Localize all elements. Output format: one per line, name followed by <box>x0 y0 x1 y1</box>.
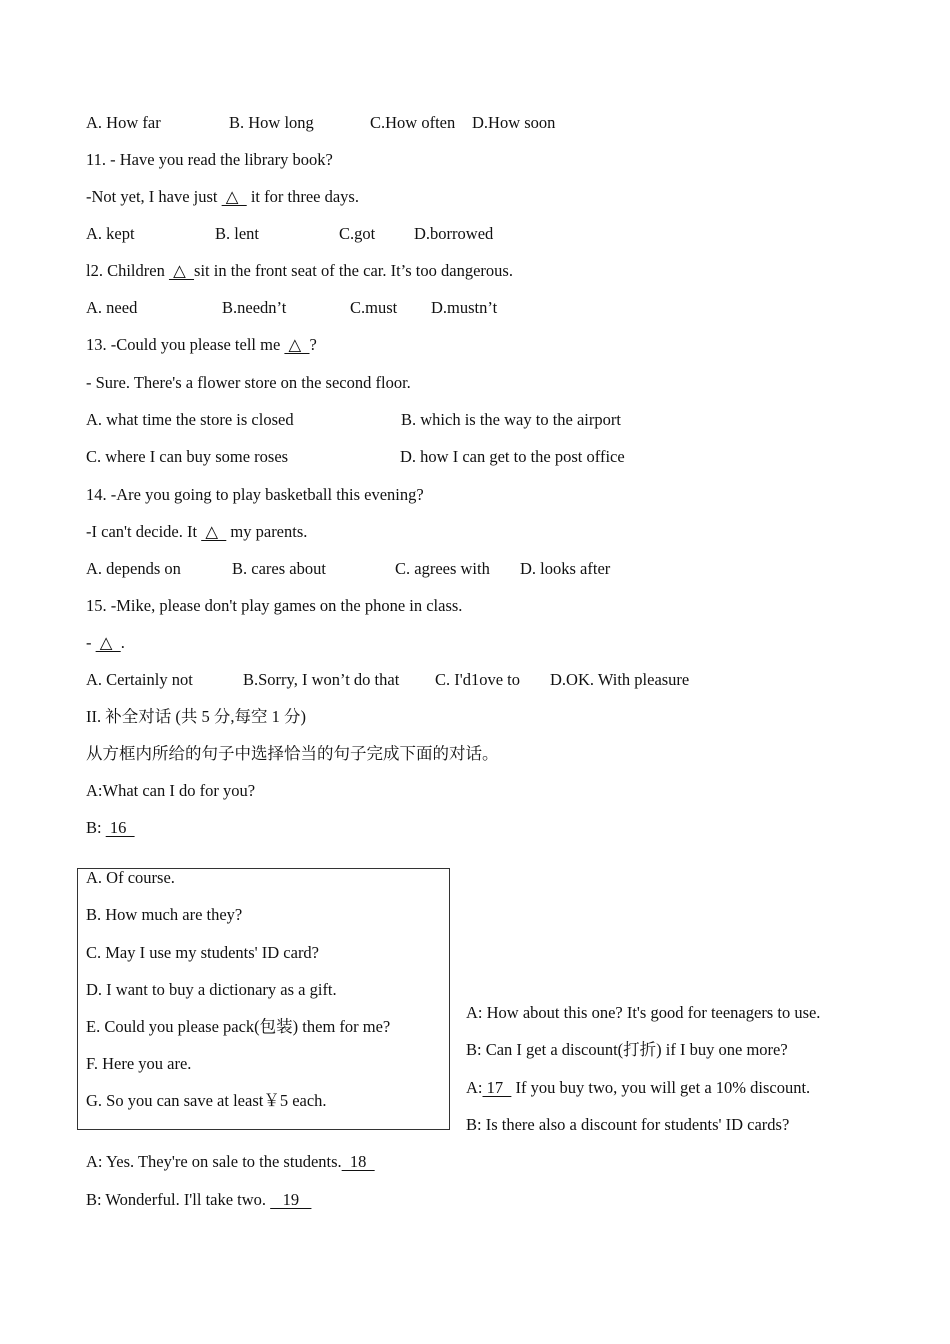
dialogue-line-8 <box>86 1190 311 1210</box>
q14-option-a: A. depends on <box>86 559 181 578</box>
q13-blank: △ <box>284 335 310 354</box>
q14-blank: △ <box>201 522 227 541</box>
dialogue-line-2 <box>86 818 135 838</box>
q15-option-b: B.Sorry, I won’t do that <box>243 670 400 689</box>
dialogue-line-2-prefix: B: <box>86 818 106 837</box>
dialogue-line-5 <box>466 1078 810 1098</box>
box-option-f: F. Here you are. <box>86 1054 192 1073</box>
q13-option-b: B. which is the way to the airport <box>401 410 621 429</box>
q11-reply <box>86 187 359 207</box>
q11-option-a: A. kept <box>86 224 135 243</box>
q11-option-d: D.borrowed <box>414 224 494 243</box>
q13-stem-after: ? <box>309 335 317 354</box>
q14-reply <box>86 522 307 542</box>
q11-option-b: B. lent <box>215 224 259 243</box>
q11-stem: 11. - Have you read the library book? <box>86 150 333 169</box>
q14-reply-after: my parents. <box>226 522 308 541</box>
q10-option-b: B. How long <box>229 113 314 132</box>
q15-reply-before: - <box>86 633 96 652</box>
q14-option-b: B. cares about <box>232 559 326 578</box>
dialogue-line-7 <box>86 1152 375 1172</box>
section-heading: II. 补全对话 (共 5 分,每空 1 分) <box>86 707 306 726</box>
q10-option-d: D.How soon <box>472 113 556 132</box>
q12-option-a: A. need <box>86 298 138 317</box>
q12-option-c: C.must <box>350 298 398 317</box>
dialogue-line-1: A:What can I do for you? <box>86 781 256 800</box>
q12-stem-after: sit in the front seat of the car. It’s too dangerous. <box>194 261 513 280</box>
box-option-d: D. I want to buy a dictionary as a gift. <box>86 980 337 999</box>
q11-option-c: C.got <box>339 224 376 243</box>
q10-option-c: C.How often <box>370 113 456 132</box>
q11-blank: △ <box>221 187 247 206</box>
q13-option-d: D. how I can get to the post office <box>400 447 625 466</box>
dialogue-line-6: B: Is there also a discount for students' ID cards? <box>466 1115 790 1134</box>
box-option-b: B. How much are they? <box>86 905 243 924</box>
q15-blank: △ <box>95 633 121 652</box>
dialogue-line-5-prefix: A: <box>466 1078 483 1097</box>
q15-option-c: C. I'd1ove to <box>435 670 521 689</box>
q15-reply <box>86 633 125 653</box>
q15-option-d: D.OK. With pleasure <box>550 670 690 689</box>
q11-reply-before: -Not yet, I have just <box>86 187 222 206</box>
q13-option-a: A. what time the store is closed <box>86 410 294 429</box>
q15-stem: 15. -Mike, please don't play games on the phone in class. <box>86 596 463 615</box>
dialogue-line-8-prefix: B: Wonderful. I'll take two. <box>86 1190 271 1209</box>
q10-option-a: A. How far <box>86 113 161 132</box>
blank-16: 16 <box>105 818 135 837</box>
box-option-e: E. Could you please pack(包装) them for me? <box>86 1017 391 1036</box>
q14-stem: 14. -Are you going to play basketball this evening? <box>86 485 424 504</box>
q13-option-c: C. where I can buy some roses <box>86 447 289 466</box>
box-option-g: G. So you can save at least￥5 each. <box>86 1091 327 1110</box>
q14-option-d: D. looks after <box>520 559 611 578</box>
dialogue-line-5-after: If you buy two, you will get a 10% discount. <box>511 1078 811 1097</box>
box-option-a: A. Of course. <box>86 868 175 887</box>
dialogue-line-3: A: How about this one? It's good for teenagers to use. <box>466 1003 821 1022</box>
q13-reply: - Sure. There's a flower store on the second floor. <box>86 373 411 392</box>
q12-stem <box>86 261 513 281</box>
q11-reply-after: it for three days. <box>246 187 359 206</box>
dialogue-line-4: B: Can I get a discount(打折) if I buy one more? <box>466 1040 788 1059</box>
q12-option-b: B.needn’t <box>222 298 287 317</box>
q12-option-d: D.mustn’t <box>431 298 498 317</box>
q13-stem <box>86 335 317 355</box>
section-instruction: 从方框内所给的句子中选择恰当的句子完成下面的对话。 <box>86 744 499 763</box>
q14-reply-before: -I can't decide. It <box>86 522 202 541</box>
q12-stem-before: l2. Children <box>86 261 169 280</box>
dialogue-line-7-prefix: A: Yes. They're on sale to the students. <box>86 1152 342 1171</box>
box-option-c: C. May I use my students' ID card? <box>86 943 320 962</box>
blank-18: 18 <box>341 1152 375 1171</box>
q15-option-a: A. Certainly not <box>86 670 193 689</box>
q13-stem-before: 13. -Could you please tell me <box>86 335 285 354</box>
blank-19: 19 <box>270 1190 312 1209</box>
q15-reply-after: . <box>120 633 125 652</box>
q12-blank: △ <box>168 261 195 280</box>
blank-17: 17 <box>482 1078 512 1097</box>
q14-option-c: C. agrees with <box>395 559 490 578</box>
